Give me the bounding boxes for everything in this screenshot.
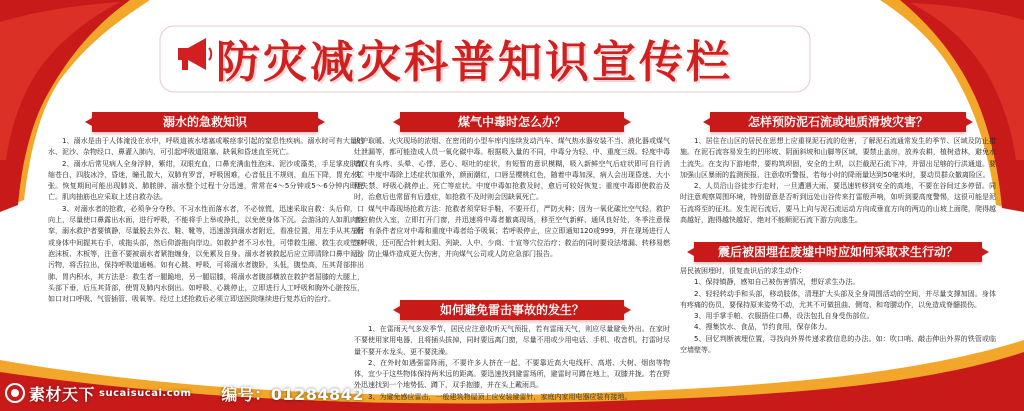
paragraph: 2、人员沿山谷徒步行走时，一旦遭遇大雨，要迅速转移到安全的高地，不要在谷间过多停留。同时注意观察周围环境，特别留意是否听到远处山谷传来打雷般声响，如听到要高度警惕，这很可能是泥石流将至的征兆。发生泥石流后，要马上向与泥石流运动方向成垂直方向的两边的山坡上面爬，爬得越高越好，跑得越快越好，绝对不能顺泥石流下游方向逃生。 — [680, 182, 996, 225]
column-middle — [354, 112, 670, 403]
section-header-drowning — [48, 112, 364, 132]
paragraph: 3、用手掌手帕、衣服捂住口鼻，设法包扎自身受伤部位。 — [694, 312, 874, 321]
paragraph: 5、回忆判断被埋位置，寻找向外界传递求救信息的办法。如：吹口哨、敲击伸出外界的铁管或临空墙壁等。 — [680, 334, 996, 355]
watermark-site: 素材天下 — [29, 384, 96, 404]
paragraph: 3、对溺水者的抢救，必须争分夺秒。不习水性而落水者，不必惊慌，迅速采取自救：头后仰，口向上，尽量使口鼻露出水面，进行呼吸，不能将手上举或挣扎，以免使身体下沉。会游泳的人如肌肉痉挛，溺水救护者要镇静，尽量脱去外衣、鞋、靴等，迅速游到溺水者附近，看准位置，用左手从其左臂或身体中间握其右手，或拖头部，然后仰游拖向岸边。如救护者不习水性，可带救生圈、救生衣或塑料泡沫板、木板等，注意不要被溺水者紧抱缠身，以免累及自身。溺水者被救起后应立即清除口鼻中泥沙污物，将舌拉出，保持呼吸道通畅。如有心跳、呼吸，可将溺水者腹卧，头低，腹垫高，压其背部排出肺、胃内积水，其方法是：救生者一腿跪地，另一腿屈膝，将溺水者腹部横放在救护者屈膝的大腿上，头部下垂，后压其背部，使胃及肺内水倒出。如呼吸、心跳停止，立即进行人工呼吸和胸外心脏按压，如口对口呼吸、气管插管、吸氧等。经过上述抢救后必须立即送医院继续进行复苏后的治疗。 — [48, 204, 364, 304]
paragraph: 1、保持镇静，感知自己被伤害情况，想好求生办法。 — [694, 278, 860, 287]
section-header-collapse — [680, 242, 996, 262]
column-left — [48, 112, 364, 305]
section-title-mudslide: 怎样预防泥石流或地质滑坡灾害？ — [710, 112, 966, 132]
section-body-collapse — [680, 266, 996, 356]
section-title-drowning: 溺水的急救知识 — [92, 112, 318, 132]
section-body-drowning — [48, 136, 364, 305]
megaphone-icon — [176, 34, 214, 74]
section-title-collapse: 震后被困埋在废墟中时应如何采取求生行动？ — [694, 242, 982, 262]
page-title: 防灾减灾科普知识宣传栏 — [216, 37, 733, 88]
title-banner — [150, 20, 820, 95]
section-body-gas — [354, 136, 670, 296]
nipic-logo-icon — [5, 383, 25, 403]
watermark — [5, 378, 364, 408]
watermark-url: sucaisucai.com — [99, 387, 192, 399]
section-header-lightning — [354, 300, 670, 320]
paragraph: 居民被困埋时，很复查识后的求生动作： — [680, 267, 806, 275]
paragraph: 3、为避免感应雷击，一般建筑物屋顶上应安装避雷针，家庭内家用电器应装有接地。 — [368, 392, 632, 401]
paragraph: 1、在雷雨天气多发季节，居民应注意收听天气预报，若有雷雨天气，则应尽量避免外出。在家时不要使用家用电器，且将插头拔掉，同时要远离门窗，尽量不用或少用电话、手机、收音机，打雷时尽量不要开水龙头，更不要洗澡。 — [354, 325, 670, 356]
paragraph: 4、搜集饮水、食品，节约食用，保存体力。 — [694, 323, 832, 332]
section-body-mudslide — [680, 136, 996, 240]
section-title-gas: 煤气中毒时怎么办？ — [400, 112, 624, 132]
paragraph: 1、溺水是由于人体淹没在水中，呼吸道被水堵塞或喉痉挛引起的窒息性疾病。溺水时可有大量的水、泥沙、杂物经口、鼻灌入肺内，可引起呼吸道阻塞、缺氧和昏迷直至死亡。 — [48, 137, 364, 157]
paragraph: 1、居住在山区的居民在思想上应重视泥石流的危害，了解泥石流通常发生的季节、区域及防止措施。在泥石流容易发生的凹形坡、阴面斜坡和山脚等区域，要禁止盖房，放养农耕，植树造林，避免水土流失。在支沟下游地带，要构筑坝固，安全的土坝，以拦截泥石流下冲，并留出足够的行洪通道。要加强山区暴雨的监测预报，注意收听警报，若每小时的降雨量达到50毫米时，要动员群众撤离险区。 — [680, 137, 996, 179]
paragraph: 2、溺水后常见病人全身浮肿，紫绀，双眼充血，口鼻充满血性泡沫、泥沙或藻类，手足掌皮肤皱缩苍白，四肢冰冷，昏迷，瞳孔散大，双肺有罗音，呼吸困难，心音低且不规则，血压下降，胃充水扩张。恢复期间可能出现肺炎、肺脓肿、溺水整个过程十分迅速，常常在4～5分钟或5～6分钟内即死亡。肌肉抽筋也应采取上述自救办法。 — [48, 159, 364, 202]
section-body-lightning — [354, 324, 670, 403]
watermark-id: 编号：01284842 — [221, 384, 364, 404]
column-right — [680, 112, 996, 356]
section-title-lightning: 如何避免雷击事故的发生？ — [400, 300, 624, 320]
paragraph: 煤气中毒现场抢救方法：抢救者须穿好手鞋，不要开灯，严防火种；因为一氧化碳比空气轻，救护者应俯伏入室，立即打开门窗，并迅速将中毒者撤离现场，移至空气新鲜、通风良好处，冬季注意保暖；有条件者应对中毒和重度中毒者给予吸氧；若呼吸停止，应立即通知120或999，并在现场进行人工呼吸，还可配合针刺太阳、列缺、人中、少商、十宣等穴位治疗；救治的同时要设法堵漏、转移易燃品，防止爆炸造成更大伤害，并向煤气公司或人防应急部门报告。 — [354, 204, 670, 258]
paragraph: 2、轻轻转动手和头部，移动肢体，清理扩大头部及全身周围活动的空间，并尽量支撑加固。身体有疼痛的伤员，要保持原来姿势不动，尤其不可做扭曲、侧弯、和弯腰动作，以免造成脊髓损伤。 — [680, 289, 996, 309]
section-header-gas — [354, 112, 670, 132]
section-header-mudslide — [680, 112, 996, 132]
paragraph: 火炉取暖、火灾现场的浓烟、在密闭的小型车库内连续发动汽车、煤气热水器安装不当、液化器或煤气灶泄漏等，都可能造成人员一氧化碳中毒。根据吸入量的不同，中毒分为轻、中、重度三级。轻度中毒者仅有头疼、头晕、心悸、恶心、呕吐的症状，有短暂的意识模糊，吸入新鲜空气后症状即可自行消失。中度中毒除上述症状加重外，颜面潮红，口唇呈樱桃红色，随着中毒加深，病人会出现昏迷、大小便失禁、呼吸心跳停止，死亡等症状。中度中毒如抢救及时，愈后可较好恢复；重度中毒即使救治及时，治愈后也常留有后遗症，如抢救不及时则会因缺氧死亡。 — [354, 137, 670, 202]
paragraph: 2、在外时如遇强雷阵雨，不要许多人挤在一起，不要靠近高大电线杆、高塔、大树、烟囱等物体，宜少于这些物体保持两米远的距离。要迅速找到避雷场所，避雷时可蹲在地上，双膝并拢。若在野外迅速找到一个地势低、蹲下，双手抱膝，并在头上戴雨具。 — [354, 358, 670, 390]
